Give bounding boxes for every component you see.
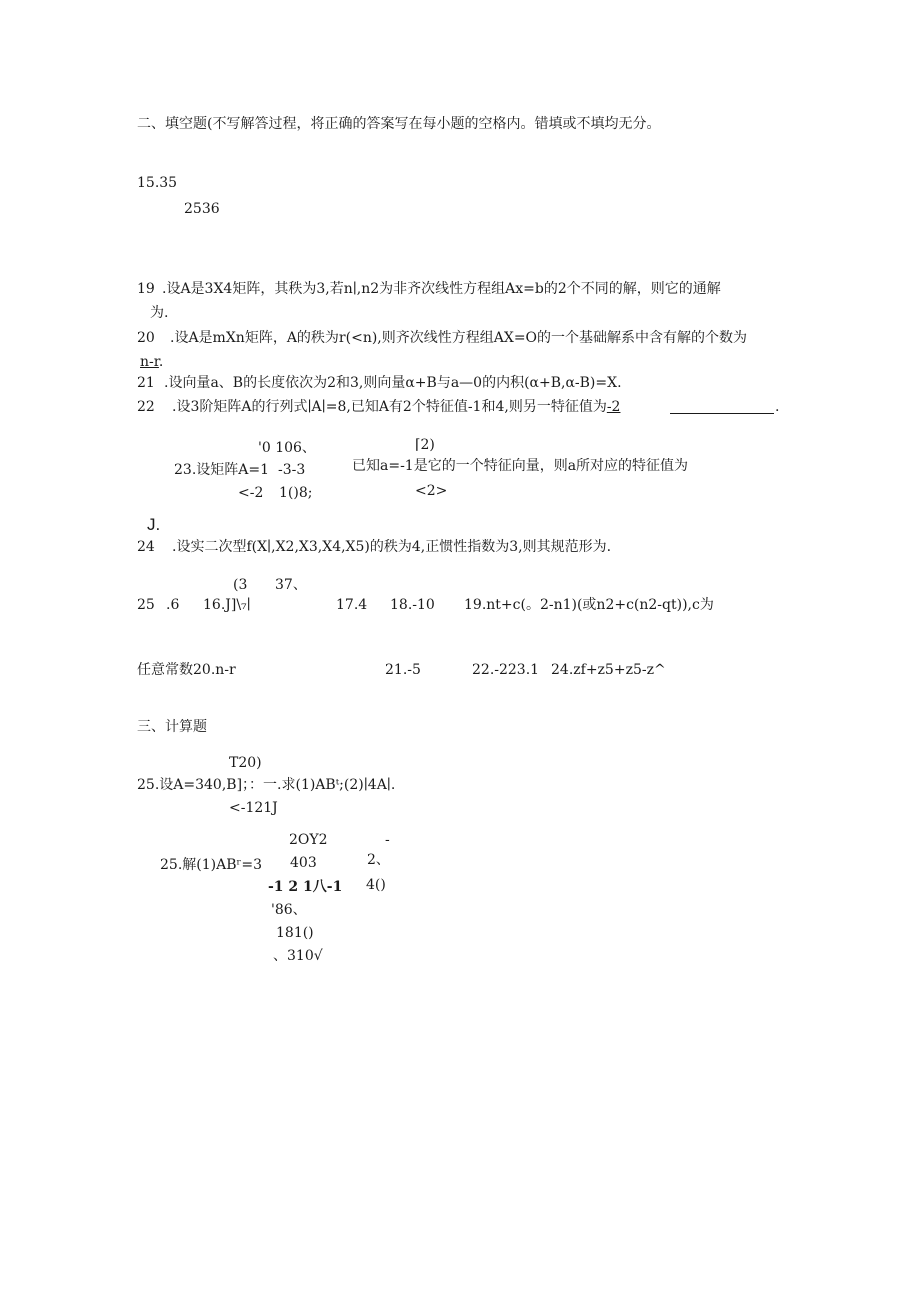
question-20-number: 20 bbox=[137, 330, 155, 346]
question-25-matrix-bottom: <-121J bbox=[229, 800, 278, 816]
solution-row-5: 181() bbox=[276, 925, 314, 941]
answer-22-23: 22.-223.1 bbox=[472, 662, 540, 678]
solution-label: 25.解(1)ABʳ=3 bbox=[160, 857, 262, 873]
solution-row-3-right: 4() bbox=[366, 877, 386, 893]
matrix-row-3-right: 1()8; bbox=[279, 485, 313, 501]
question-25-matrix-top: T20) bbox=[229, 755, 262, 771]
question-23-tail: J. bbox=[147, 515, 161, 534]
solution-row-4: '86、 bbox=[271, 902, 307, 918]
answer-above-b: 37、 bbox=[275, 577, 307, 593]
question-19-text: .设A是3X4矩阵，其秩为3,若n∣,n2为非齐次线性方程组Ax=b的2个不同的解，则它的通解 bbox=[162, 281, 721, 297]
question-24-number: 24 bbox=[137, 539, 155, 555]
answer-17: 17.4 bbox=[336, 597, 368, 613]
question-22-tail: . bbox=[775, 399, 780, 415]
answer-18: 18.-10 bbox=[390, 597, 435, 613]
answer-above-a: (3 bbox=[233, 577, 248, 593]
question-24-text: .设实二次型f(X∣,X2,X3,X4,X5)的秩为4,正惯性指数为3,则其规范形为. bbox=[172, 539, 612, 555]
matrix-row-2: -3-3 bbox=[278, 462, 306, 478]
answer-line-2536: 2536 bbox=[184, 201, 220, 217]
answer-line-15: 15.35 bbox=[137, 175, 178, 191]
answer-blank-line bbox=[670, 413, 774, 414]
question-22-text: .设3阶矩阵A的行列式∣A∣=8,已知A有2个特征值-1和4,则另一特征值为 bbox=[172, 399, 607, 415]
section-heading-calculation: 三、计算题 bbox=[137, 719, 207, 735]
answer-25: 25 bbox=[137, 597, 155, 613]
vector-bottom: <2> bbox=[415, 483, 448, 499]
question-22-answer: -2 bbox=[606, 399, 621, 415]
solution-row-1: 2OY2 bbox=[289, 832, 328, 848]
vector-top: ⌈2) bbox=[415, 437, 435, 453]
section-heading-fill-in: 二、填空题(不写解答过程，将正确的答案写在每小题的空格内。错填或不填均无分。 bbox=[137, 116, 661, 132]
question-20-answer: n-r bbox=[140, 354, 159, 370]
answer-16: 16.J]\₇∣ bbox=[203, 597, 251, 613]
question-20-text: .设A是mXn矩阵，A的秩为r(<n),则齐次线性方程组AX=O的一个基础解系中含有解的个数为 bbox=[170, 330, 748, 346]
question-19-continuation: 为. bbox=[150, 305, 169, 321]
answer-21: 21.-5 bbox=[385, 662, 421, 678]
question-25-text: 25.设A=340,B]；：一.求(1)ABᵗ;(2)∣4A∣. bbox=[137, 777, 396, 793]
question-21-number: 21 bbox=[137, 375, 155, 391]
answer-24: 24.zf+z5+z5-z^ bbox=[551, 662, 666, 678]
question-21-text: .设向量a、B的长度依次为2和3,则向量α+B与a—0的内积(α+B,α-B)=X. bbox=[164, 375, 622, 391]
solution-row-1-right: - bbox=[385, 832, 390, 848]
matrix-row-1: '0 106、 bbox=[258, 440, 316, 456]
answer-19: 19.nt+c(。2-n1)(或n2+c(n2-qt)),c为 bbox=[464, 597, 714, 613]
matrix-row-3-left: <-2 bbox=[238, 485, 264, 501]
solution-row-6: 、310√ bbox=[273, 948, 323, 964]
question-22-number: 22 bbox=[137, 399, 155, 415]
question-23-text: 已知a=-1是它的一个特征向量，则a所对应的特征值为 bbox=[352, 458, 689, 474]
answer-20: 任意常数20.n-r bbox=[137, 662, 236, 678]
question-20-tail: . bbox=[158, 354, 164, 370]
solution-row-3: -1 2 1八-1 bbox=[268, 879, 343, 895]
question-19-number: 19 bbox=[137, 281, 155, 297]
solution-row-2-right: 2、 bbox=[367, 852, 390, 868]
answer-15: .6 bbox=[166, 597, 180, 613]
question-23-label: 23.设矩阵A=1 bbox=[174, 462, 270, 478]
solution-row-2: 403 bbox=[290, 855, 317, 871]
